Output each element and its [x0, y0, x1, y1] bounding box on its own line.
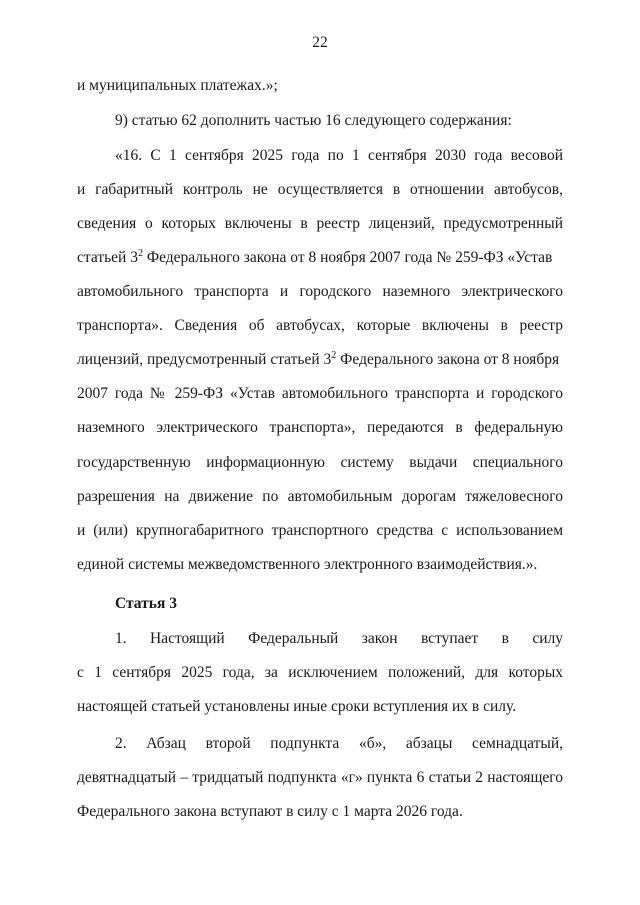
text-line: [77, 350, 563, 370]
text-line: разрешения на движение по автомобильным дорогам тяжеловесного: [77, 488, 563, 505]
text-line: и (или) крупногабаритного транспортного средства с использованием: [77, 522, 563, 539]
text-span: Федерального закона от 8 ноября: [336, 351, 560, 368]
text-span: лицензий, предусмотренный статьей 3: [77, 351, 332, 368]
page-number: 22: [312, 34, 328, 51]
text-span: статьей 3: [77, 249, 138, 266]
text-line: сведения о которых включены в реестр лицензий, предусмотренный: [77, 215, 563, 232]
text-line: Федерального закона вступают в силу с 1 марта 2026 года.: [77, 803, 463, 820]
text-line: 2. Абзац второй подпункта «б», абзацы семнадцатый,: [115, 735, 563, 752]
superscript: 2: [331, 350, 337, 361]
text-span: Федерального закона от 8 ноября 2007 года № 259-ФЗ «Устав: [142, 249, 553, 266]
text-line: [77, 248, 563, 268]
text-line: с 1 сентября 2025 года, за исключением положений, для которых: [77, 664, 563, 681]
text-line: девятнадцатый – тридцатый подпункта «г» пункта 6 статьи 2 настоящего: [77, 769, 563, 786]
text-line: и муниципальных платежах.»;: [77, 77, 278, 94]
article-heading: Статья 3: [115, 595, 177, 612]
text-line: и габаритный контроль не осуществляется в отношении автобусов,: [77, 181, 563, 198]
text-line: 9) статью 62 дополнить частью 16 следующего содержания:: [115, 112, 512, 129]
text-line: 2007 года № 259-ФЗ «Устав автомобильного транспорта и городского: [77, 385, 563, 402]
superscript: 2: [137, 248, 143, 259]
text-line: «16. С 1 сентября 2025 года по 1 сентября 2030 года весовой: [115, 147, 563, 164]
text-line: 1. Настоящий Федеральный закон вступает в силу: [115, 630, 563, 647]
text-line: государственную информационную систему выдачи специального: [77, 454, 563, 471]
text-line: автомобильного транспорта и городского наземного электрического: [77, 283, 563, 300]
text-line: транспорта». Сведения об автобусах, которые включены в реестр: [77, 317, 563, 334]
text-line: единой системы межведомственного электронного взаимодействия.».: [77, 556, 538, 573]
text-line: настоящей статьей установлены иные сроки вступления их в силу.: [77, 698, 517, 715]
text-line: наземного электрического транспорта», передаются в федеральную: [77, 419, 563, 436]
